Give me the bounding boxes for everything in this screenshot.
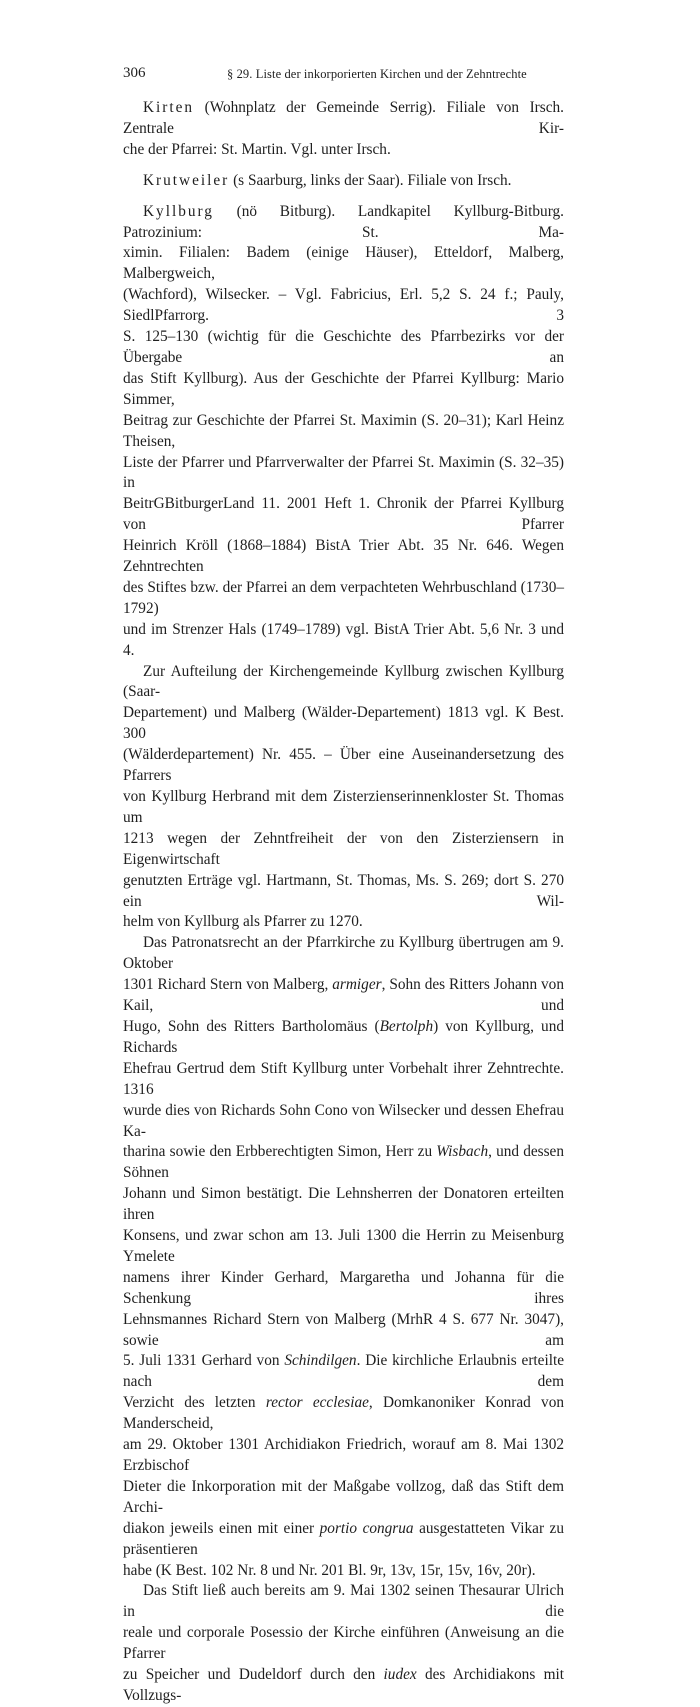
paragraph [123,98,564,161]
text-run: tharina sowie den Erbberechtigten Simon, Herr zu [123,1143,437,1161]
text-line [123,933,564,975]
text-run: das Stift Kyllburg). Aus der Geschichte der Pfarrei Kyllburg: Mario Simmer, [123,369,564,408]
text-run: Heinrich Kröll (1868–1884) BistA Trier Abt. 35 Nr. 646. Wegen Zehntrechten [123,537,564,576]
text-line [123,411,564,453]
text-run: am 29. Oktober 1301 Archidiakon Friedrich, worauf am 8. Mai 1302 Erzbischof [123,1436,564,1474]
entry-keyword: Kyllburg [143,202,214,220]
text-line [123,1477,564,1519]
text-run: Ehefrau Gertrud dem Stift Kyllburg unter Vorbehalt ihrer Zehntrechte. 1316 [123,1059,564,1098]
text-line [123,578,564,620]
text-run: Zur Aufteilung der Kirchengemeinde Kyllburg zwischen Kyllburg (Saar- [123,662,564,701]
text-run: Beitrag zur Geschichte der Pfarrei St. Maximin (S. 20–31); Karl Heinz Theisen, [123,411,564,450]
text-line [123,494,564,536]
italic-term: Schindilgen [284,1352,357,1370]
text-run: Johann und Simon bestätigt. Die Lehnsherren der Donatoren erteilten ihren [123,1185,564,1224]
text-run: che der Pfarrei: St. Martin. Vgl. unter Irsch. [123,140,391,158]
text-run: Departement) und Malberg (Wälder-Departement) 1813 vgl. K Best. 300 [123,704,564,743]
entry-keyword: Kirten [143,99,195,116]
text-run: habe (K Best. 102 Nr. 8 und Nr. 201 Bl. 9r, 13v, 15r, 15v, 16v, 20r). [123,1561,536,1579]
text-line [123,1310,564,1352]
italic-term: portio congrua [319,1519,414,1537]
text-line [123,140,564,161]
italic-term: rector ecclesiae [265,1394,369,1412]
text-line [123,1435,564,1477]
paragraph [123,171,564,192]
text-run: Dieter die Inkorporation mit der Maßgabe vollzog, daß das Stift dem Archi- [123,1477,564,1516]
paragraph [123,662,564,934]
text-run: BeitrGBitburgerLand 11. 2001 Heft 1. Chronik der Pfarrei Kyllburg von Pfarrer [123,495,564,534]
text-line [123,1665,564,1707]
text-run: (nö Bitburg). Landkapitel Kyllburg-Bitburg. Patrozinium: St. Ma- [123,202,564,241]
paragraph [123,933,564,1581]
text-line [123,327,564,369]
text-run: S. 125–130 (wichtig für die Geschichte des Pfarrbezirks vor der Übergabe an [123,328,564,366]
text-run: Hugo, Sohn des Ritters Bartholomäus ( [123,1017,380,1035]
text-line [123,1017,564,1059]
text-run: des Archidiakons mit Vollzugs- [123,1666,564,1704]
text-line [123,829,564,871]
body-text [123,98,564,1707]
paragraph [123,202,564,662]
text-line [123,1101,564,1143]
text-line [123,285,564,327]
text-line [123,1393,564,1435]
text-run: des Stiftes bzw. der Pfarrei an dem verpachteten Wehrbuschland (1730–1792) [123,578,564,617]
text-line [123,787,564,829]
text-run: Liste der Pfarrer und Pfarrverwalter der Pfarrei St. Maximin (S. 32–35) in [123,453,564,492]
text-line [123,202,564,244]
text-run: (s Saarburg, links der Saar). Filiale von Irsch. [229,171,512,189]
text-line [123,1059,564,1101]
text-line [123,1519,564,1561]
text-run: Das Stift ließ auch bereits am 9. Mai 1302 seinen Thesaurar Ulrich in die [123,1582,564,1621]
text-line [123,912,564,933]
text-run: 1301 Richard Stern von Malberg, [123,976,333,994]
text-line [123,171,564,192]
text-line [123,1351,564,1393]
text-line [123,1623,564,1665]
text-run: . Die kirchliche Erlaubnis erteilte nach dem [123,1352,564,1391]
text-line [123,1226,564,1268]
text-line [123,453,564,495]
text-run: zu Speicher und Dudeldorf durch den [123,1666,384,1684]
text-line [123,703,564,745]
text-run: diakon jeweils einen mit einer [123,1519,320,1537]
text-run: 5. Juli 1331 Gerhard von [123,1352,285,1370]
italic-term: iudex [383,1666,417,1684]
text-line [123,1184,564,1226]
text-run: (Wälderdepartement) Nr. 455. – Über eine Auseinandersetzung des Pfarrers [123,746,564,785]
text-run: 1213 wegen der Zehntfreiheit der von den Zisterziensern in Eigenwirtschaft [123,829,564,868]
text-line [123,975,564,1017]
text-run: namens ihrer Kinder Gerhard, Margaretha und Johanna für die Schenkung ihres [123,1268,564,1307]
text-line [123,745,564,787]
text-run: ausgestatteten Vikar zu präsentieren [123,1519,564,1558]
italic-term: Bertolph [379,1017,434,1035]
italic-term: armiger [332,976,382,994]
text-line [123,871,564,913]
text-line [123,620,564,662]
running-header [123,64,563,82]
text-run: reale und corporale Posessio der Kirche einführen (Anweisung an die Pfarrer [123,1624,564,1663]
text-run: genutzten Erträge vgl. Hartmann, St. Thomas, Ms. S. 269; dort S. 270 ein Wil- [123,871,564,910]
entry-keyword: Krutweiler [143,171,230,189]
text-run: Konsens, und zwar schon am 13. Juli 1300 die Herrin zu Meisenburg Ymelete [123,1227,564,1265]
text-line [123,536,564,578]
text-run: und im Strenzer Hals (1749–1789) vgl. BistA Trier Abt. 5,6 Nr. 3 und 4. [123,620,564,659]
text-run: Lehnsmannes Richard Stern von Malberg (MrhR 4 S. 677 Nr. 3047), sowie am [123,1310,564,1349]
text-run: , und dessen Söhnen [123,1143,564,1182]
text-line [123,1142,564,1184]
text-run: , Domkanoniker Konrad von Manderscheid, [123,1394,564,1433]
text-line [123,243,564,285]
text-line [123,1561,564,1582]
text-line [123,662,564,704]
text-line [123,98,564,140]
text-run: ximin. Filialen: Badem (einige Häuser), Etteldorf, Malberg, Malbergweich, [123,244,564,283]
paragraph [123,1581,564,1706]
text-line [123,369,564,411]
text-run: von Kyllburg Herbrand mit dem Zisterzienserinnenkloster St. Thomas um [123,788,564,826]
text-run: Das Patronatsrecht an der Pfarrkirche zu Kyllburg übertrugen am 9. Oktober [123,934,564,973]
running-title: § 29. Liste der inkorporierten Kirchen und der Zehntrechte [227,67,527,81]
text-run: helm von Kyllburg als Pfarrer zu 1270. [123,913,363,931]
text-run: ) von Kyllburg, und Richards [123,1017,564,1056]
text-run: wurde dies von Richards Sohn Cono von Wilsecker und dessen Ehefrau Ka- [123,1101,564,1140]
text-run: Verzicht des letzten [123,1394,266,1412]
text-line [123,1268,564,1310]
text-run: (Wachford), Wilsecker. – Vgl. Fabricius, Erl. 5,2 S. 24 f.; Pauly, SiedlPfarrorg. 3 [123,286,564,325]
text-run: (Wohnplatz der Gemeinde Serrig). Filiale von Irsch. Zentrale Kir- [123,99,564,137]
text-line [123,1581,564,1623]
page-number: 306 [123,65,146,81]
text-run: , Sohn des Ritters Johann von Kail, und [123,976,564,1015]
italic-term: Wisbach [436,1143,489,1161]
